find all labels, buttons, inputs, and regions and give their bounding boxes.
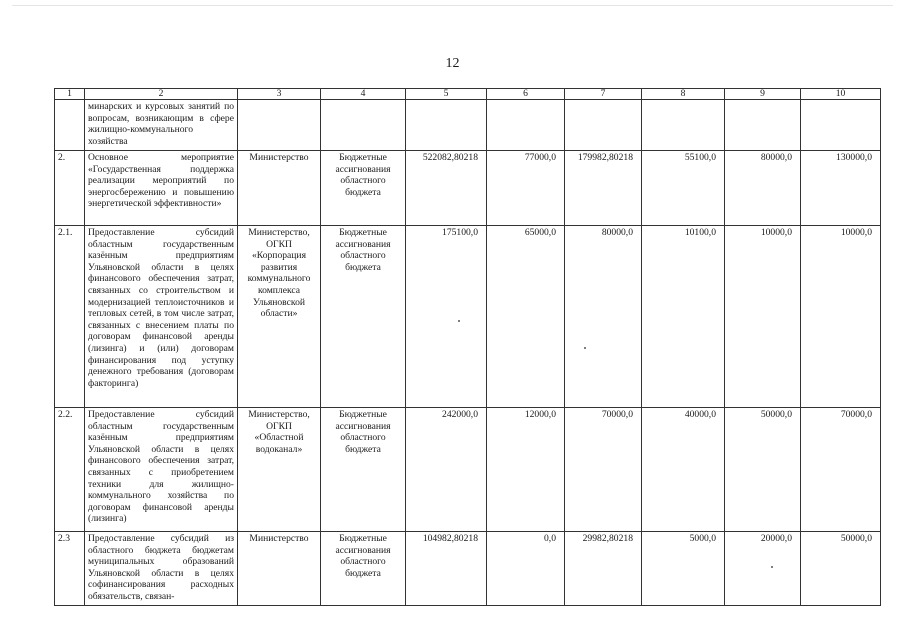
amount-col7: 70000,0 xyxy=(565,408,642,532)
row-number: 2. xyxy=(55,151,85,226)
executor xyxy=(238,100,321,151)
amount-col10: 50000,0 xyxy=(801,532,881,606)
row-number: 2.1. xyxy=(55,226,85,408)
amount-col6: 12000,0 xyxy=(487,408,565,532)
column-number: 8 xyxy=(642,89,725,100)
row-number: 2.3 xyxy=(55,532,85,606)
executor: Министерство, ОГКП «Областной водоканал» xyxy=(238,408,321,532)
amount-col10: 10000,0 xyxy=(801,226,881,408)
amount-col6 xyxy=(487,100,565,151)
table-row xyxy=(55,532,881,606)
amount-col8: 5000,0 xyxy=(642,532,725,606)
executor: Министерство xyxy=(238,532,321,606)
scan-edge-line xyxy=(12,5,893,6)
column-number: 6 xyxy=(487,89,565,100)
amount-col9: 50000,0 xyxy=(725,408,801,532)
amount-col10: 70000,0 xyxy=(801,408,881,532)
measure-text: Предоставление субсидий областным государственным казённым предприятиям Ульяновской области в целях финансового обеспечения затрат, связанных со строительством и модернизацией теплоисточников и тепловых сетей, в том числе затрат, связанных с внесением платы по договорам финансовой аренды (лизинга) и (или) договорам финансирования под уступку денежного требования (договорам факторинга) xyxy=(85,226,238,408)
page-number: 12 xyxy=(445,56,460,71)
amount-col9: 20000,0 xyxy=(725,532,801,606)
program-table xyxy=(54,88,881,606)
measure-text: минарских и курсовых занятий по вопросам, возникающим в сфере жилищно-коммунального хозяйства xyxy=(85,100,238,151)
amount-col6: 0,0 xyxy=(487,532,565,606)
scan-speck xyxy=(584,347,586,349)
amount-total: 242000,0 xyxy=(406,408,487,532)
row-number: 2.2. xyxy=(55,408,85,532)
amount-col9 xyxy=(725,100,801,151)
amount-col9: 80000,0 xyxy=(725,151,801,226)
measure-text: Предоставление субсидий областным государственным казённым предприятиям Ульяновской области в целях финансового обеспечения затрат, связанных с приобретением техники для жилищно-коммунального хозяйства по договорам финансовой аренды (лизинга) xyxy=(85,408,238,532)
amount-col8 xyxy=(642,100,725,151)
column-number: 7 xyxy=(565,89,642,100)
table-row xyxy=(55,226,881,408)
amount-col7: 80000,0 xyxy=(565,226,642,408)
amount-col8: 40000,0 xyxy=(642,408,725,532)
amount-total: 175100,0 xyxy=(406,226,487,408)
scan-speck xyxy=(458,320,460,322)
executor: Министерство xyxy=(238,151,321,226)
executor: Министерство, ОГКП «Корпорация развития коммунального комплекса Ульяновской области» xyxy=(238,226,321,408)
table-row xyxy=(55,100,881,151)
funding-source: Бюджетные ассигнования областного бюджета xyxy=(321,151,406,226)
column-number: 4 xyxy=(321,89,406,100)
column-number: 5 xyxy=(406,89,487,100)
column-number: 2 xyxy=(85,89,238,100)
funding-source: Бюджетные ассигнования областного бюджета xyxy=(321,226,406,408)
amount-col9: 10000,0 xyxy=(725,226,801,408)
header-row xyxy=(55,89,881,100)
amount-total: 522082,80218 xyxy=(406,151,487,226)
table-row xyxy=(55,408,881,532)
funding-source: Бюджетные ассигнования областного бюджета xyxy=(321,532,406,606)
amount-col7 xyxy=(565,100,642,151)
amount-total: 104982,80218 xyxy=(406,532,487,606)
amount-col10 xyxy=(801,100,881,151)
measure-text: Предоставление субсидий из областного бюджета бюджетам муниципальных образований Ульяновской области в целях софинансирования расходных обязательств, связан- xyxy=(85,532,238,606)
column-number: 3 xyxy=(238,89,321,100)
funding-source: Бюджетные ассигнования областного бюджета xyxy=(321,408,406,532)
scan-speck xyxy=(771,566,773,568)
amount-col10: 130000,0 xyxy=(801,151,881,226)
amount-col6: 77000,0 xyxy=(487,151,565,226)
funding-source xyxy=(321,100,406,151)
amount-col7: 29982,80218 xyxy=(565,532,642,606)
column-number: 9 xyxy=(725,89,801,100)
measure-text: Основное мероприятие «Государственная поддержка реализации мероприятий по энергосбережению и повышению энергетической эффективности» xyxy=(85,151,238,226)
amount-total xyxy=(406,100,487,151)
table-row xyxy=(55,151,881,226)
column-number: 1 xyxy=(55,89,85,100)
amount-col8: 10100,0 xyxy=(642,226,725,408)
amount-col8: 55100,0 xyxy=(642,151,725,226)
amount-col6: 65000,0 xyxy=(487,226,565,408)
column-number: 10 xyxy=(801,89,881,100)
amount-col7: 179982,80218 xyxy=(565,151,642,226)
row-number xyxy=(55,100,85,151)
